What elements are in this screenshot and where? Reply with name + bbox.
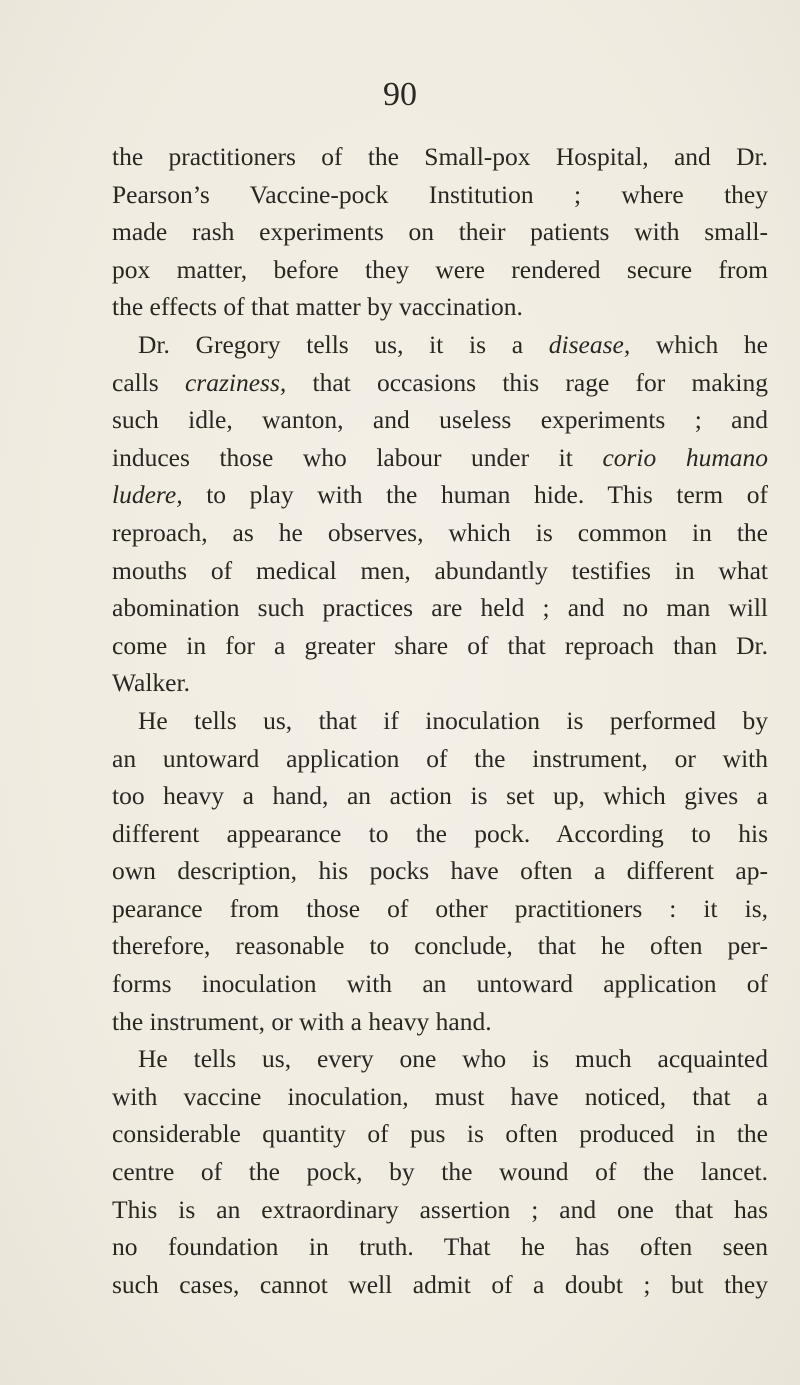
text-line (112, 852, 768, 890)
text-segment: He tells us, every one who is much acquainted (138, 1044, 768, 1074)
text-segment: the practitioners of the Small-pox Hospital, and Dr. (112, 142, 768, 171)
text-line (112, 815, 768, 853)
italic-text: disease, (548, 329, 631, 359)
text-segment: This is an extraordinary assertion ; and one that has (112, 1194, 768, 1224)
text-line (112, 627, 768, 665)
text-line (112, 740, 768, 778)
text-segment: that occasions this rage for making (286, 367, 768, 397)
text-segment: considerable quantity of pus is often produced in the (112, 1119, 768, 1149)
text-line (112, 1115, 768, 1153)
text-line (112, 439, 768, 477)
text-segment: which he (630, 329, 768, 359)
text-segment: come in for a greater share of that reproach than Dr. (112, 630, 768, 660)
text-segment: too heavy a hand, an action is set up, which gives a (112, 781, 768, 811)
text-segment: forms inoculation with an untoward application of (112, 969, 768, 999)
italic-text: craziness, (184, 367, 287, 397)
text-segment: abomination such practices are held ; and no man will (112, 593, 768, 623)
text-line (112, 1153, 768, 1191)
text-line (112, 965, 768, 1003)
page-number: 90 (383, 76, 417, 113)
text-segment: therefore, reasonable to conclude, that he often per- (112, 931, 768, 961)
text-line (112, 514, 768, 552)
text-line (112, 251, 768, 289)
text-segment: the instrument, or with a heavy hand. (112, 1006, 492, 1036)
text-line (112, 1003, 768, 1041)
text-line (112, 364, 768, 402)
text-segment: own description, his pocks have often a different ap- (112, 856, 768, 886)
text-segment: He tells us, that if inoculation is performed by (138, 705, 768, 735)
text-line (112, 1191, 768, 1229)
text-segment: pearance from those of other practitioners : it is, (112, 893, 768, 923)
text-line (112, 777, 768, 815)
text-segment: no foundation in truth. That he has often seen (112, 1232, 768, 1262)
text-line (112, 288, 768, 326)
text-line (112, 664, 768, 702)
italic-text: ludere, (112, 480, 183, 510)
text-segment: to play with the human hide. This term of (182, 480, 768, 510)
text-segment: Dr. Gregory tells us, it is a (138, 329, 549, 359)
text-segment: centre of the pock, by the wound of the lancet. (112, 1157, 768, 1187)
text-segment: mouths of medical men, abundantly testifies in what (112, 555, 768, 585)
text-line (112, 476, 768, 514)
text-segment: such cases, cannot well admit of a doubt ; but they (112, 1269, 768, 1299)
text-segment: reproach, as he observes, which is common in the (112, 517, 768, 547)
italic-text: corio humano (602, 442, 768, 472)
text-line (112, 589, 768, 627)
text-line (112, 1078, 768, 1116)
text-segment: made rash experiments on their patients with small- (112, 217, 768, 247)
text-segment: Pearson’s Vaccine-pock Institution ; where they (112, 179, 768, 209)
text-line (112, 401, 768, 439)
text-line (112, 213, 768, 251)
text-segment: different appearance to the pock. According to his (112, 818, 768, 848)
text-segment: an untoward application of the instrument, or with (112, 743, 768, 773)
text-segment: induces those who labour under it (112, 442, 603, 472)
text-line (112, 552, 768, 590)
text-segment: the effects of that matter by vaccination. (112, 292, 523, 322)
text-segment: with vaccine inoculation, must have noticed, that a (112, 1081, 768, 1111)
text-line (112, 1228, 768, 1266)
text-line (112, 890, 768, 928)
body-text (112, 138, 768, 1303)
text-segment: calls (112, 367, 185, 397)
text-line (112, 702, 768, 740)
text-segment: Walker. (112, 668, 190, 698)
text-segment: pox matter, before they were rendered secure from (112, 254, 768, 284)
text-segment: such idle, wanton, and useless experiments ; and (112, 405, 768, 435)
text-line (112, 927, 768, 965)
text-line (112, 1040, 768, 1078)
text-line (112, 138, 768, 176)
text-line (112, 1266, 768, 1304)
text-line (112, 176, 768, 214)
text-line (112, 326, 768, 364)
